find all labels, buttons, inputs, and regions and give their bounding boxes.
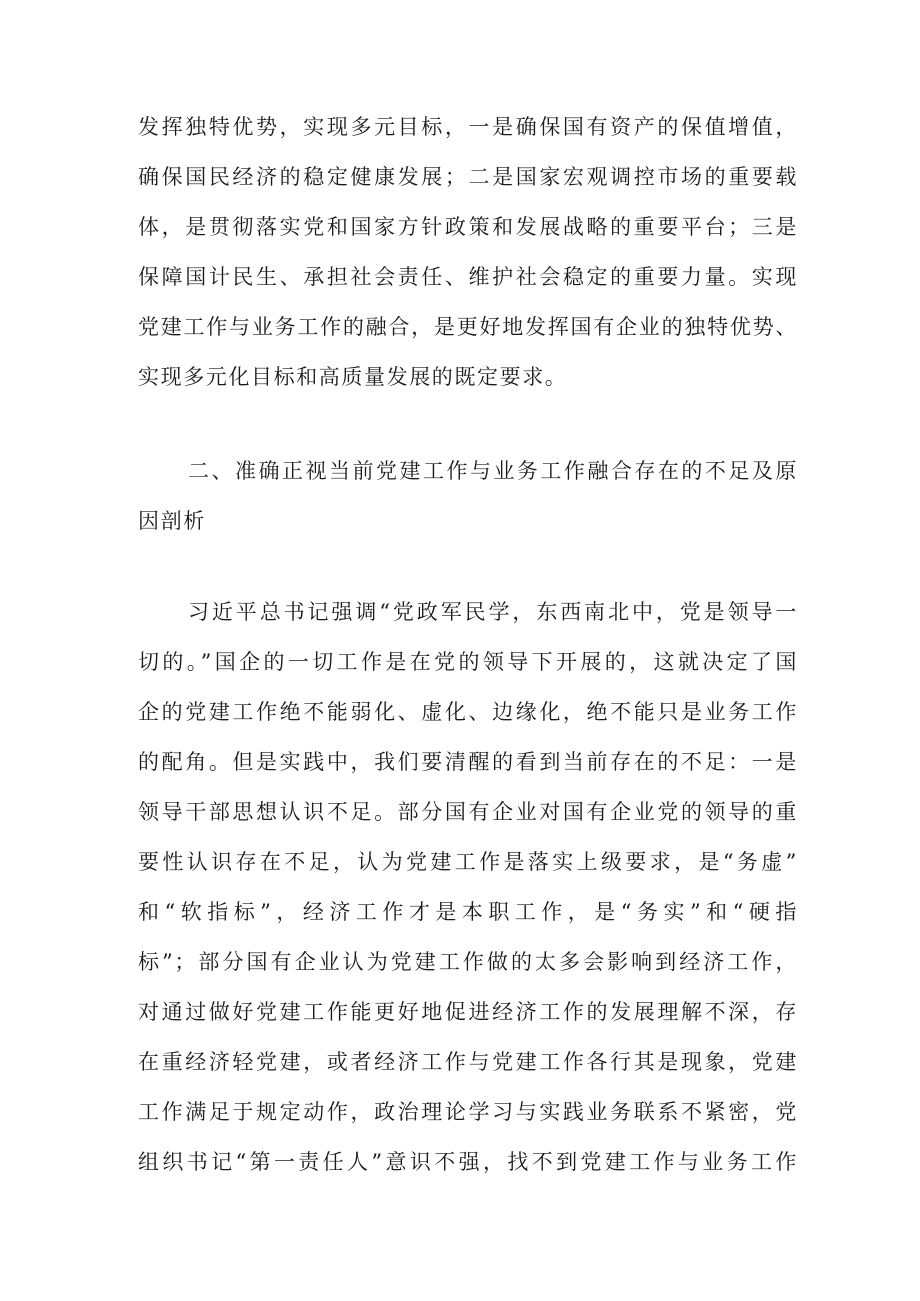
paragraph-2-line-4: 的配角。但是实践中，我们要清醒的看到当前存在的不足：一是 <box>138 750 798 774</box>
paragraph-1-line-6: 实现多元化目标和高质量发展的既定要求。 <box>138 365 568 389</box>
paragraph-1-line-5: 党建工作与业务工作的融合，是更好地发挥国有企业的独特优势、 <box>138 315 798 339</box>
paragraph-2-line-6: 要性认识存在不足，认为党建工作是落实上级要求，是“务虚” <box>138 850 798 874</box>
paragraph-2-line-2: 切的。”国企的一切工作是在党的领导下开展的，这就决定了国 <box>138 650 798 674</box>
paragraph-2-line-7: 和“软指标”，经济工作才是本职工作，是“务实”和“硬指 <box>138 900 798 924</box>
paragraph-2-line-3: 企的党建工作绝不能弱化、虚化、边缘化，绝不能只是业务工作 <box>138 700 798 724</box>
paragraph-1-line-4: 保障国计民生、承担社会责任、维护社会稳定的重要力量。实现 <box>138 265 798 289</box>
paragraph-2-line-1: 习近平总书记强调“党政军民学，东西南北中，党是领导一 <box>188 600 798 624</box>
section-heading-line-1: 二、准确正视当前党建工作与业务工作融合存在的不足及原 <box>188 459 798 483</box>
section-heading-line-2: 因剖析 <box>138 509 206 533</box>
paragraph-2-line-12: 组织书记“第一责任人”意识不强，找不到党建工作与业务工作 <box>138 1150 798 1174</box>
paragraph-1-line-2: 确保国民经济的稳定健康发展；二是国家宏观调控市场的重要载 <box>138 165 798 189</box>
paragraph-1-line-3: 体，是贯彻落实党和国家方针政策和发展战略的重要平台；三是 <box>138 215 798 239</box>
paragraph-2-line-9: 对通过做好党建工作能更好地促进经济工作的发展理解不深，存 <box>138 1000 798 1024</box>
paragraph-2-line-5: 领导干部思想认识不足。部分国有企业对国有企业党的领导的重 <box>138 800 798 824</box>
paragraph-1-line-1: 发挥独特优势，实现多元目标，一是确保国有资产的保值增值， <box>138 115 798 139</box>
paragraph-2-line-8: 标”；部分国有企业认为党建工作做的太多会影响到经济工作， <box>138 950 798 974</box>
paragraph-2-line-10: 在重经济轻党建，或者经济工作与党建工作各行其是现象，党建 <box>138 1050 798 1074</box>
paragraph-2-line-11: 工作满足于规定动作，政治理论学习与实践业务联系不紧密，党 <box>138 1100 798 1124</box>
